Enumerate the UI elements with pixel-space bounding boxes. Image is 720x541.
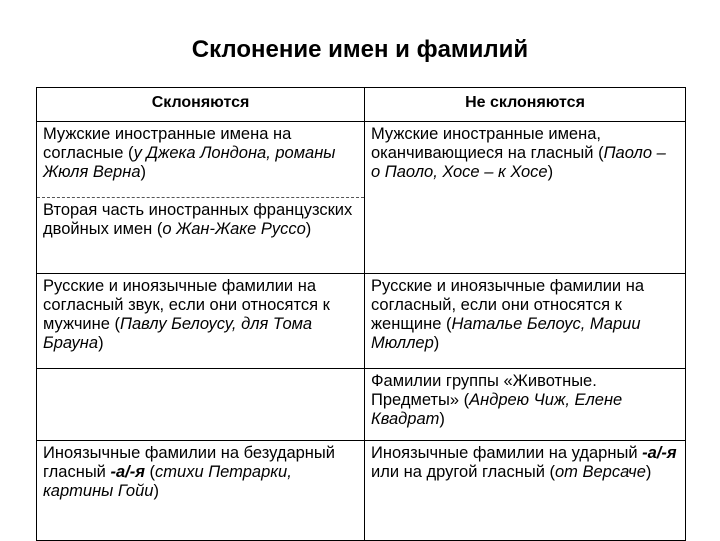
cell-unstressed-a-ya: Иноязычные фамилии на безударный гласный -а/-я (стихи Петрарки, картины Гойи) <box>37 441 365 541</box>
cell-surnames-female: Русские и иноязычные фамилии на согласный, если они относятся к женщине (Наталье Белоус, Марии Мюллер) <box>365 274 686 369</box>
cell-stressed-a-ya: Иноязычные фамилии на ударный -а/-я или на другой гласный (от Версаче) <box>365 441 686 541</box>
cell-empty <box>37 369 365 441</box>
page-title: Склонение имен и фамилий <box>191 36 529 63</box>
cell-french-double-names: Вторая часть иностранных французских двойных имен (о Жан-Жаке Руссо) <box>37 198 365 274</box>
cell-male-foreign-names-vowel: Мужские иностранные имена, оканчивающиеся на гласный (Паоло – о Паоло, Хосе – к Хосе) <box>365 122 686 274</box>
cell-animal-object-surnames: Фамилии группы «Животные. Предметы» (Андрею Чиж, Елене Квадрат) <box>365 369 686 441</box>
cell-male-foreign-names-consonant: Мужские иностранные имена на согласные (у Джека Лондона, романы Жюля Верна) <box>37 122 365 198</box>
cell-surnames-male: Русские и иноязычные фамилии на согласный звук, если они относятся к мужчине (Павлу Белоусу, для Тома Брауна) <box>37 274 365 369</box>
header-not-declined: Не склоняются <box>365 88 686 122</box>
declension-table <box>36 87 686 541</box>
header-declined: Склоняются <box>37 88 365 122</box>
